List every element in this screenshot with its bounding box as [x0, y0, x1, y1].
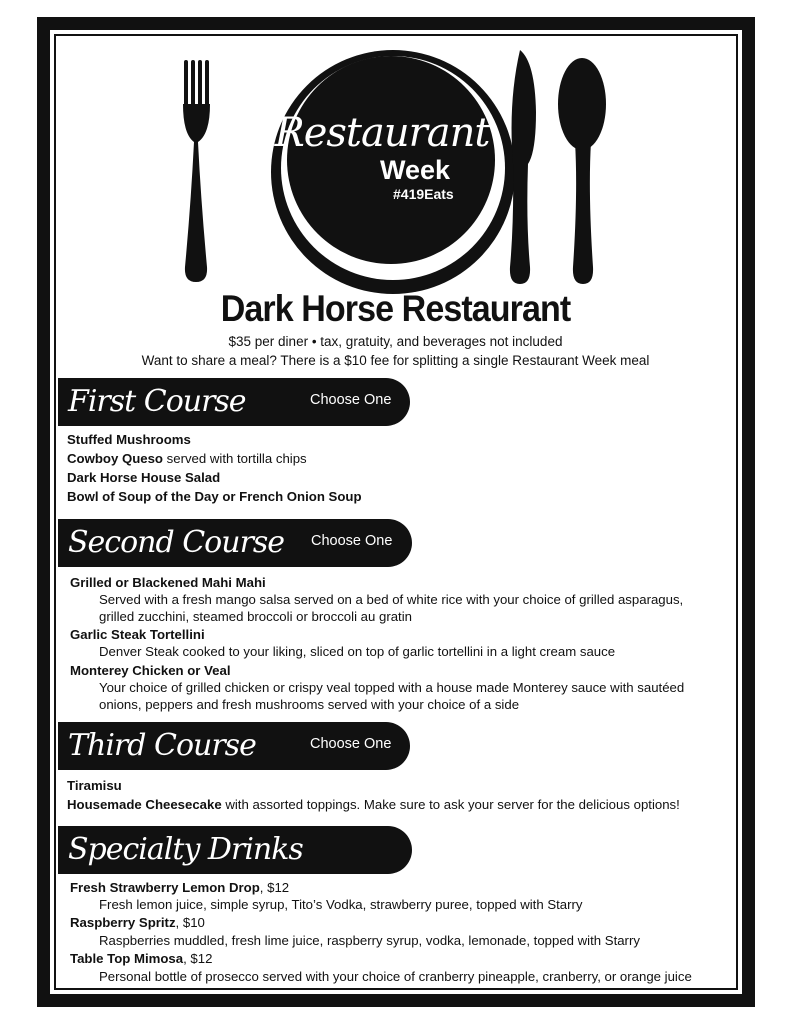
first-course-choose: Choose One	[310, 392, 392, 408]
share-fee-line: Want to share a meal? There is a $10 fee for splitting a single Restaurant Week meal	[141, 353, 650, 368]
menu-item: Garlic Steak Tortellini	[70, 627, 205, 642]
menu-item: Grilled or Blackened Mahi Mahi	[70, 575, 266, 590]
knife-icon	[510, 50, 536, 284]
logo-restaurant-text: Restaurant	[274, 110, 490, 156]
drink-item: Fresh Strawberry Lemon Drop, $12	[70, 880, 290, 895]
drink-item: Raspberry Spritz, $10	[70, 915, 205, 930]
third-course-title: Third Course	[68, 728, 256, 763]
menu-item: Tiramisu	[67, 778, 122, 793]
second-course-banner	[58, 519, 412, 567]
menu-item: Housemade Cheesecake with assorted toppings. Make sure to ask your server for the delicious options!	[67, 797, 680, 812]
second-course-title: Second Course	[68, 525, 285, 560]
drinks-banner	[58, 826, 412, 874]
first-course-banner	[58, 378, 410, 426]
menu-item: Cowboy Queso served with tortilla chips	[67, 451, 307, 466]
menu-item: Stuffed Mushrooms	[67, 432, 191, 447]
logo-week-text: Week	[380, 155, 451, 185]
drink-description: Raspberries muddled, fresh lime juice, raspberry syrup, vodka, lemonade, topped with Starry	[99, 933, 640, 948]
drink-description: Fresh lemon juice, simple syrup, Tito’s Vodka, strawberry puree, topped with Starry	[99, 897, 583, 912]
second-course-choose: Choose One	[311, 533, 393, 549]
logo-hashtag: #419Eats	[393, 186, 454, 202]
spoon-icon	[558, 58, 606, 284]
menu-item-description: onions, peppers and fresh mushrooms served with your choice of a side	[99, 697, 520, 712]
fork-icon	[183, 60, 210, 282]
drinks-title: Specialty Drinks	[68, 832, 303, 867]
first-course-title: First Course	[68, 384, 246, 419]
menu-item-description: Your choice of grilled chicken or crispy veal topped with a house made Monterey sauce with sautéed	[99, 680, 685, 695]
menu-item-description: Served with a fresh mango salsa served on a bed of white rice with your choice of grilled asparagus,	[99, 592, 684, 607]
restaurant-title: Dark Horse Restaurant	[220, 288, 571, 329]
menu-item: Monterey Chicken or Veal	[70, 663, 231, 678]
third-course-banner	[58, 722, 410, 770]
menu-item-description: grilled zucchini, steamed broccoli or broccoli au gratin	[99, 609, 412, 624]
third-course-choose: Choose One	[310, 736, 392, 752]
menu-item: Bowl of Soup of the Day or French Onion Soup	[67, 489, 362, 504]
drink-description: Personal bottle of prosecco served with your choice of cranberry pineapple, cranberry, or orange juice	[99, 969, 692, 984]
menu-item-description: Denver Steak cooked to your liking, sliced on top of garlic tortellini in a light cream sauce	[99, 644, 616, 659]
drink-item: Table Top Mimosa, $12	[70, 951, 213, 966]
price-line: $35 per diner • tax, gratuity, and beverages not included	[228, 334, 563, 349]
menu-item: Dark Horse House Salad	[67, 470, 221, 485]
